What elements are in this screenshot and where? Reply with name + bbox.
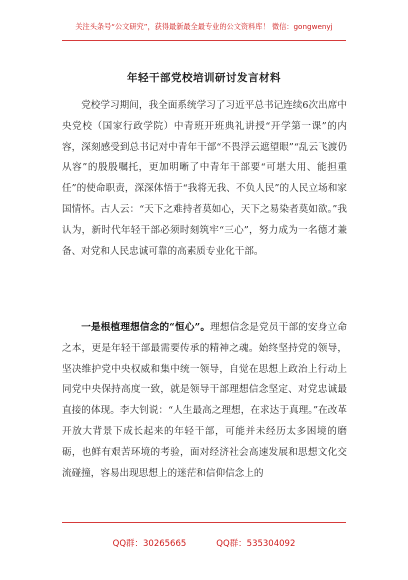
footer-divider xyxy=(62,522,346,523)
paragraph-section-one xyxy=(62,318,347,484)
section-one-body: 理想信念是党员干部的安身立命之本，更是年轻干部最需要传承的精神之魂。始终坚持党的领导，坚决维护党中央权威和集中统一领导，自觉在思想上政治上行动上同党中央保持高度一致，就是领导干部理想信念坚定、对党忠诚最直接的体现。李大钊说：“人生最高之理想，在求达于真理。”在改革开放大背景下成长起来的年轻干部，可能并未经历太多困境的磨砺，也鲜有艰苦环境的考验，面对经济社会高速发展和思想文化交流碰撞，容易出现思想上的迷茫和信仰信念上的 xyxy=(62,322,348,479)
header-banner: 关注头条号“公文研究”，获得最新最全最专业的公文资料库！ 微信：gongwenyj xyxy=(75,22,333,31)
footer xyxy=(0,537,408,549)
footer-qq-group-2: QQ群：535304092 xyxy=(216,539,296,549)
header-divider xyxy=(62,40,346,41)
paragraph-intro: 党校学习期间，我全面系统学习了习近平总书记连续6次出席中央党校（国家行政学院）中青班开班典礼讲授“开学第一课”的内容，深刻感受到总书记对中青年干部“不畏浮云遮望眼”“乱云飞渡仍从容”的殷殷嘱托，更加明晰了中青年干部要“可堪大用、能担重任”的使命职责，深深体悟于“我将无我、不负人民”的人民立场和家国情怀。古人云：“天下之难持者莫如心，天下之易染者莫如欲。”我认为，新时代年轻干部必须时刻筑牢“三心”，努力成为一名德才兼备、对党和人民忠诚可靠的高素质专业化干部。 xyxy=(62,100,347,257)
document-title: 年轻干部党校培训研讨发言材料 xyxy=(127,72,281,84)
section-one-heading: 一是根植理想信念的“恒心”。 xyxy=(81,322,211,333)
footer-qq-group-1: QQ群：30265665 xyxy=(112,539,187,549)
